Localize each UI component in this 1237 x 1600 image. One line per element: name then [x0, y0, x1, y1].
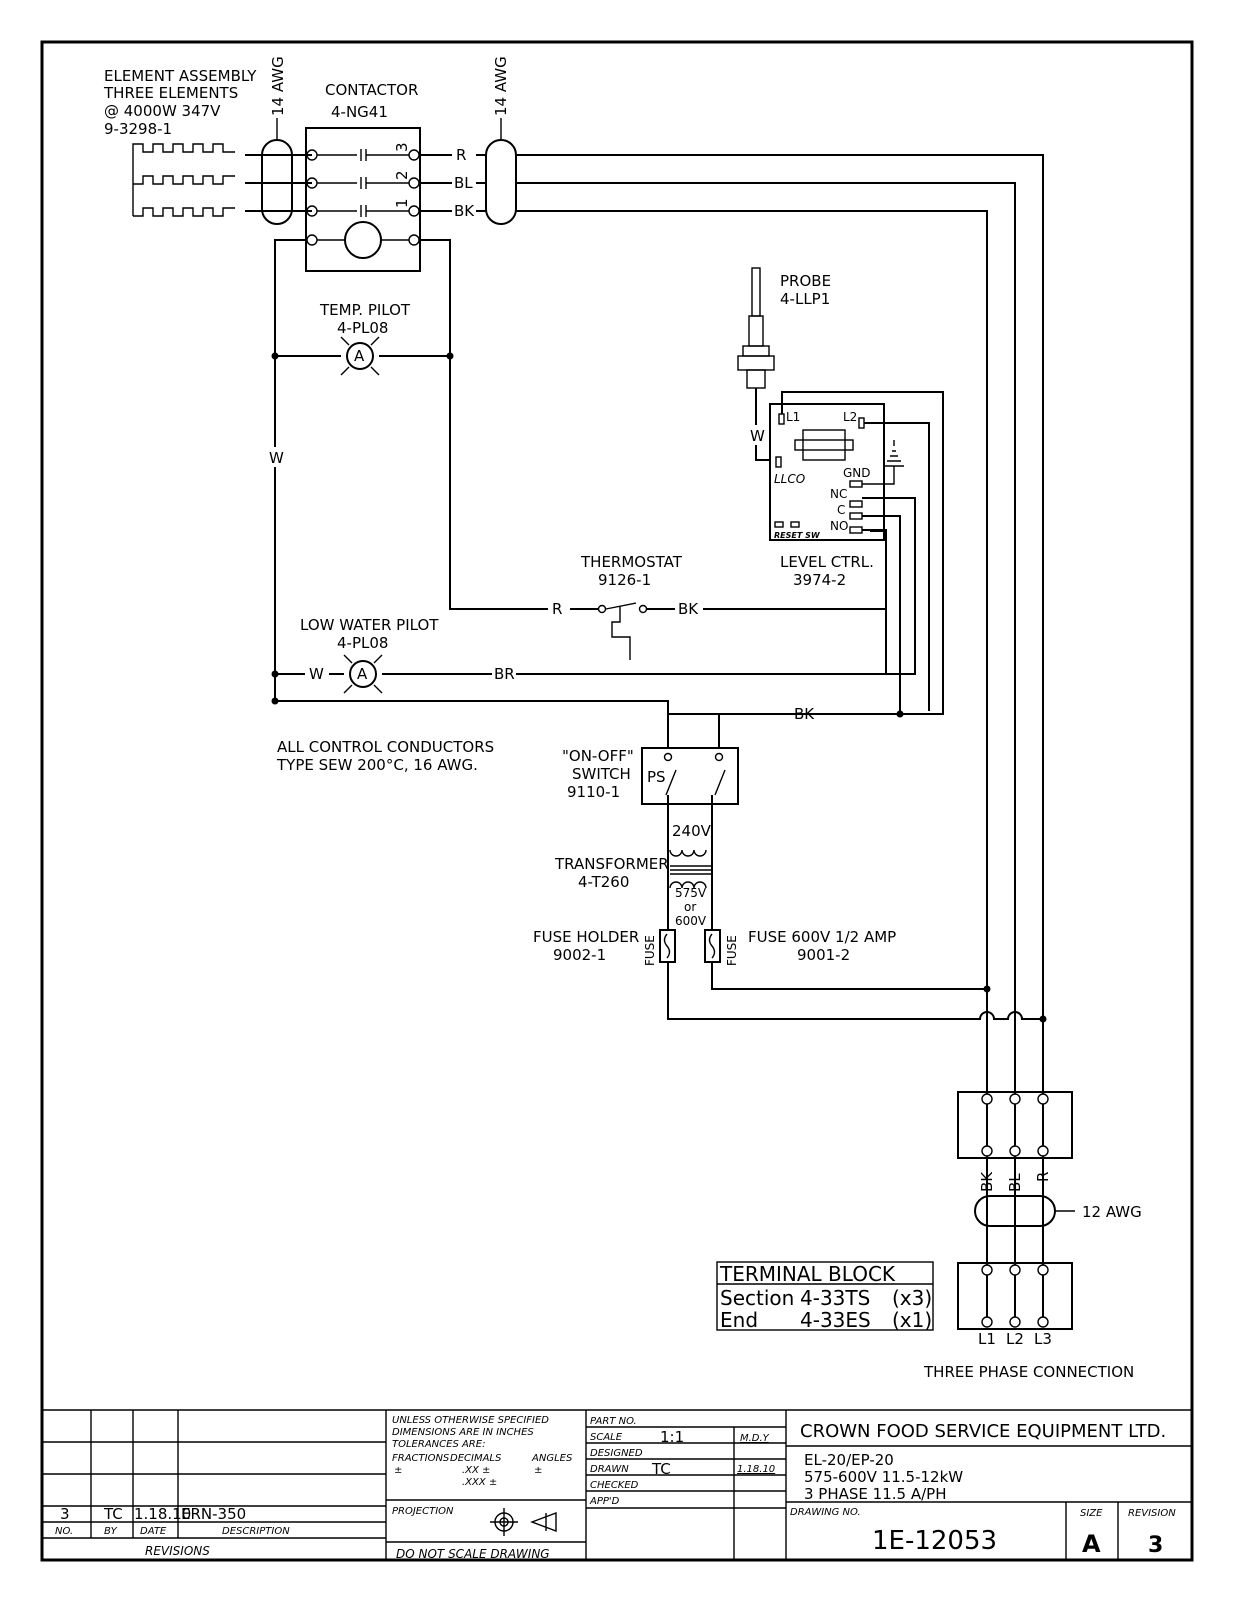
- projection-label: PROJECTION: [392, 1506, 454, 1517]
- heating-element-1: [133, 144, 235, 216]
- element-title-3: @ 4000W 347V: [104, 102, 221, 120]
- fuse-label-right: FUSE: [725, 935, 739, 966]
- wire-label-r: R: [456, 146, 467, 164]
- rev-hdr-no: NO.: [55, 1526, 74, 1537]
- fuse-spec-part: 9001-2: [797, 946, 851, 964]
- size-value: A: [1082, 1530, 1101, 1558]
- awg14-left: 14 AWG: [269, 56, 287, 116]
- transformer-title: TRANSFORMER: [555, 855, 669, 873]
- tb-wire-r: R: [1034, 1171, 1052, 1182]
- checked-label: CHECKED: [590, 1480, 639, 1491]
- thermostat-part: 9126-1: [598, 571, 652, 589]
- thermostat-wire-r: R: [552, 600, 563, 618]
- model-3: 3 PHASE 11.5 A/PH: [804, 1485, 947, 1503]
- tb-wire-bk: BK: [978, 1171, 996, 1192]
- tol-fractions: FRACTIONS: [392, 1453, 450, 1464]
- tol-frac-pm: ±: [394, 1465, 403, 1476]
- transformer-or: or: [684, 900, 697, 914]
- lowwater-pilot-title: LOW WATER PILOT: [300, 616, 439, 634]
- tol-decimals: DECIMALS: [450, 1453, 502, 1464]
- tol-ang-pm: ±: [534, 1465, 543, 1476]
- lowwater-wire-w: W: [309, 665, 324, 683]
- element-title-4: 9-3298-1: [104, 120, 173, 138]
- switch-ps: PS: [647, 768, 666, 786]
- drawn-label: DRAWN: [590, 1464, 629, 1475]
- rev-no: 3: [60, 1505, 70, 1523]
- mdy-label: M.D.Y: [740, 1433, 769, 1444]
- rev-hdr-by: BY: [104, 1526, 117, 1537]
- lc-c: C: [837, 503, 846, 517]
- tb-table-end: End: [720, 1308, 759, 1332]
- contactor-coil: [345, 222, 381, 258]
- contact-num-2: 2: [393, 170, 411, 180]
- cable-bundle-right: [486, 140, 516, 224]
- control-note-2: TYPE SEW 200°C, 16 AWG.: [277, 756, 478, 774]
- scale-label: SCALE: [590, 1432, 623, 1443]
- lc-llco: LLCO: [774, 472, 806, 486]
- temp-pilot-a: A: [354, 347, 365, 365]
- thermostat-wire-bk: BK: [678, 600, 699, 618]
- switch-wire-bk: BK: [794, 705, 815, 723]
- lc-reset: RESET SW: [774, 531, 820, 540]
- tb-table-end-qty: (x1): [892, 1308, 933, 1332]
- thermostat-title: THERMOSTAT: [581, 553, 682, 571]
- lowwater-wire-br: BR: [494, 665, 515, 683]
- tol-xxx: .XXX ±: [462, 1477, 498, 1488]
- size-label: SIZE: [1080, 1508, 1103, 1519]
- level-ctrl-part: 3974-2: [793, 571, 847, 589]
- control-circuit: [266, 240, 886, 774]
- transformer-part: 4-T260: [578, 873, 630, 891]
- do-not-scale: DO NOT SCALE DRAWING: [396, 1547, 550, 1561]
- tb-wire-bl: BL: [1006, 1173, 1024, 1192]
- lc-no: NO: [830, 519, 849, 533]
- title-block: [42, 1410, 1192, 1561]
- fuse-holder-title: FUSE HOLDER: [533, 928, 640, 946]
- switch-title-2: SWITCH: [572, 765, 631, 783]
- level-ctrl-title: LEVEL CTRL.: [780, 553, 874, 571]
- lowwater-pilot-a: A: [357, 665, 368, 683]
- term-l2: L2: [1006, 1330, 1024, 1348]
- spec-note-1: UNLESS OTHERWISE SPECIFIED: [392, 1415, 550, 1426]
- spec-note-2: DIMENSIONS ARE IN INCHES: [392, 1427, 534, 1438]
- tol-angles: ANGLES: [532, 1453, 573, 1464]
- spec-note-3: TOLERANCES ARE:: [392, 1439, 486, 1450]
- revision-value: 3: [1148, 1533, 1164, 1558]
- term-l3: L3: [1034, 1330, 1052, 1348]
- model-2: 575-600V 11.5-12kW: [804, 1468, 964, 1486]
- three-phase-label: THREE PHASE CONNECTION: [924, 1363, 1135, 1381]
- rev-hdr-desc: DESCRIPTION: [222, 1526, 290, 1537]
- revision-label: REVISION: [1128, 1508, 1176, 1519]
- rev-by: TC: [104, 1505, 123, 1523]
- probe-wire-w: W: [750, 427, 765, 445]
- element-title-2: THREE ELEMENTS: [104, 84, 239, 102]
- contactor-part: 4-NG41: [331, 103, 388, 121]
- heating-element-3: [133, 208, 235, 216]
- awg12-label: 12 AWG: [1082, 1203, 1142, 1221]
- terminal-block: [717, 1092, 1142, 1381]
- drawing-number: 1E-12053: [872, 1526, 998, 1556]
- drawing-no-label: DRAWING NO.: [790, 1507, 861, 1518]
- tb-table-end-part: 4-33ES: [800, 1308, 871, 1332]
- tb-table-section: Section: [720, 1286, 795, 1310]
- lowwater-pilot-part: 4-PL08: [337, 634, 389, 652]
- term-l1: L1: [978, 1330, 996, 1348]
- appd-label: APP'D: [590, 1496, 620, 1507]
- switch-title-3: 9110-1: [567, 783, 621, 801]
- lc-nc: NC: [830, 487, 848, 501]
- transformer-575v: 575V: [675, 886, 707, 900]
- level-control: [668, 268, 943, 748]
- power-supply: [533, 747, 1047, 1023]
- part-no-label: PART NO.: [590, 1416, 637, 1427]
- transformer-icon: [670, 850, 712, 888]
- transformer-240v: 240V: [672, 822, 711, 840]
- temp-pilot-title: TEMP. PILOT: [320, 301, 411, 319]
- rev-hdr-date: DATE: [140, 1526, 167, 1537]
- rev-desc: ERN-350: [181, 1505, 247, 1523]
- rev-date: 1.18.10: [134, 1505, 192, 1523]
- lc-gnd: GND: [843, 466, 871, 480]
- tol-xx: .XX ±: [462, 1465, 491, 1476]
- transformer-600v: 600V: [675, 914, 707, 928]
- scale-value: 1:1: [660, 1428, 685, 1446]
- probe-part: 4-LLP1: [780, 290, 831, 308]
- fuse-label-left: FUSE: [643, 935, 657, 966]
- lc-l2: L2: [843, 410, 858, 424]
- drawn-date: 1.18.10: [737, 1464, 776, 1475]
- revisions-label: REVISIONS: [145, 1544, 210, 1558]
- fuse-holder-part: 9002-1: [553, 946, 607, 964]
- contactor-title: CONTACTOR: [325, 81, 419, 99]
- drawn-by: TC: [652, 1460, 671, 1478]
- contact-num-3: 3: [393, 142, 411, 152]
- temp-pilot-part: 4-PL08: [337, 319, 389, 337]
- designed-label: DESIGNED: [590, 1448, 643, 1459]
- element-title-1: ELEMENT ASSEMBLY: [104, 67, 257, 85]
- switch-title-1: "ON-OFF": [562, 747, 634, 765]
- fuse-spec-title: FUSE 600V 1/2 AMP: [748, 928, 897, 946]
- wire-label-w-left: W: [269, 449, 284, 467]
- awg14-right: 14 AWG: [492, 56, 510, 116]
- contact-num-1: 1: [393, 198, 411, 208]
- tb-table-section-part: 4-33TS: [800, 1286, 871, 1310]
- control-note-1: ALL CONTROL CONDUCTORS: [277, 738, 495, 756]
- wire-label-bk: BK: [454, 202, 475, 220]
- tb-table-title: TERMINAL BLOCK: [720, 1262, 896, 1286]
- contactor: [306, 81, 420, 271]
- model-1: EL-20/EP-20: [804, 1451, 894, 1469]
- heating-element-2: [133, 176, 235, 184]
- company-name: CROWN FOOD SERVICE EQUIPMENT LTD.: [800, 1421, 1167, 1442]
- lc-l1: L1: [786, 410, 801, 424]
- wire-label-bl: BL: [454, 174, 473, 192]
- probe-title: PROBE: [780, 272, 832, 290]
- tb-table-section-qty: (x3): [892, 1286, 933, 1310]
- element-assembly: [103, 56, 312, 224]
